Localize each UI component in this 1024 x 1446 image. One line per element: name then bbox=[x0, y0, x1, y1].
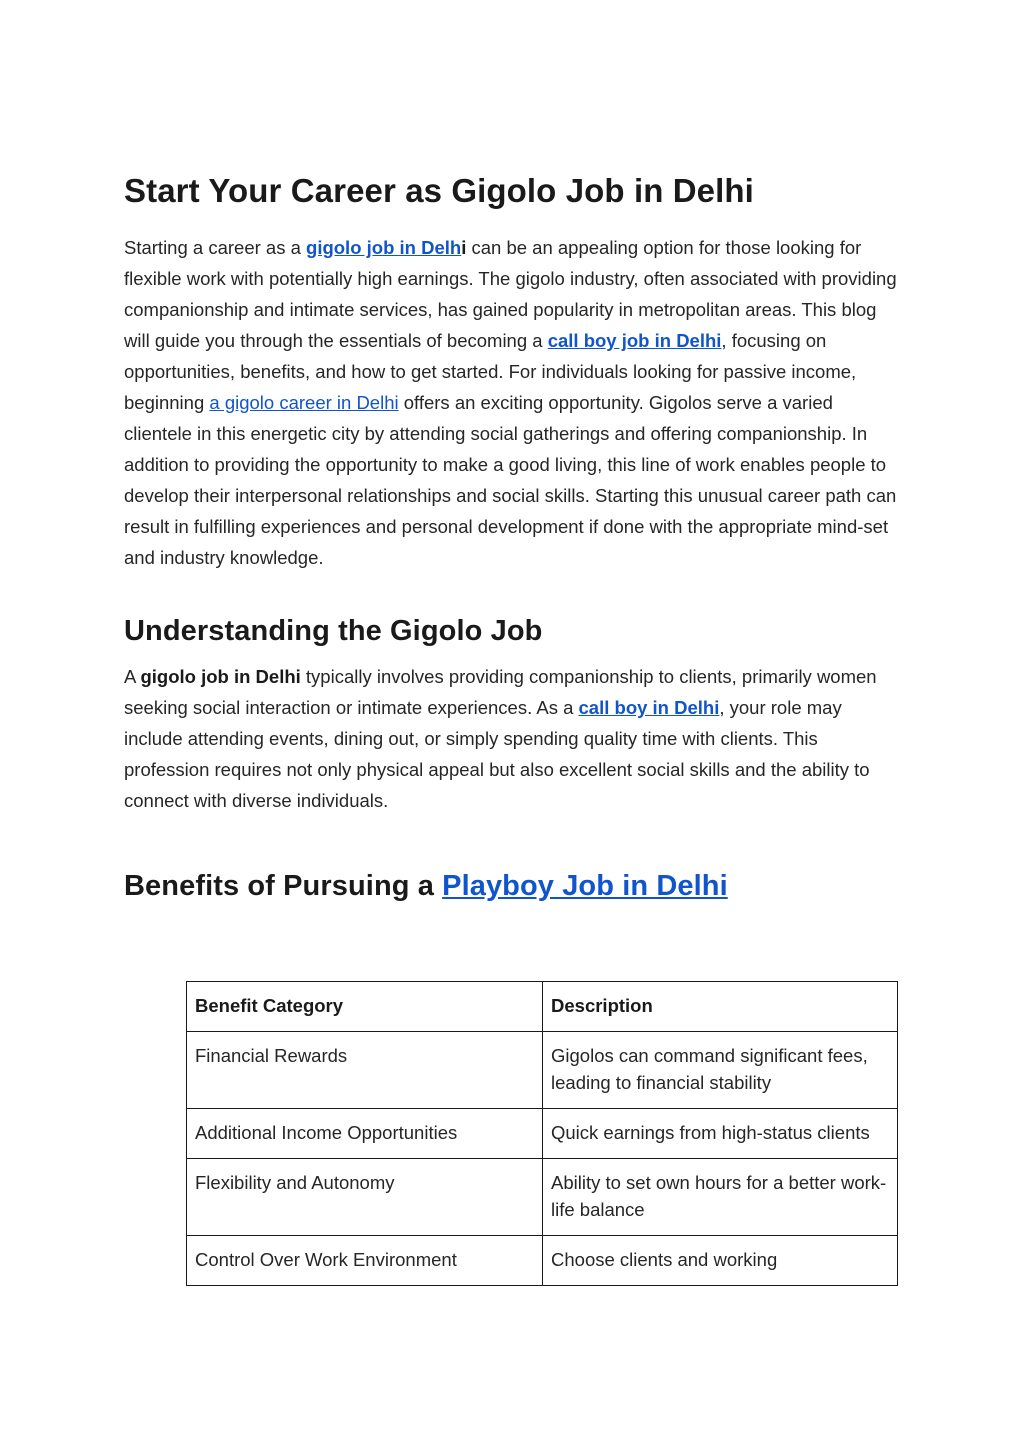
table-cell-category: Additional Income Opportunities bbox=[187, 1109, 543, 1159]
table-row bbox=[187, 1109, 898, 1159]
call-boy-link[interactable]: call boy in Delhi bbox=[578, 697, 720, 718]
intro-bold-letter: i bbox=[461, 237, 467, 258]
table-cell-description: Quick earnings from high-status clients bbox=[543, 1109, 898, 1159]
document-page bbox=[124, 160, 900, 906]
benefits-table bbox=[186, 981, 898, 1286]
table-cell-category: Flexibility and Autonomy bbox=[187, 1159, 543, 1236]
table-row bbox=[187, 1236, 898, 1286]
understanding-text-2: typically involves providing companionship to clients, primarily women seeking social interaction or intimate experiences. As a bbox=[124, 666, 877, 718]
intro-text-2: can be an appealing option for those looking for flexible work with potentially high earnings. The gigolo industry, often associated with providing companionship and intimate services, has gained popularity in metropolitan areas. This blog will guide you through the essentials of becoming a bbox=[124, 237, 897, 351]
header-description: Description bbox=[543, 982, 898, 1032]
header-benefit-category: Benefit Category bbox=[187, 982, 543, 1032]
table-cell-category: Control Over Work Environment bbox=[187, 1236, 543, 1286]
intro-text-1: Starting a career as a bbox=[124, 237, 307, 258]
table-cell-description: Choose clients and working bbox=[543, 1236, 898, 1286]
table-row bbox=[187, 1032, 898, 1109]
gigolo-career-link[interactable]: a gigolo career in Delhi bbox=[209, 392, 399, 413]
table-cell-category: Financial Rewards bbox=[187, 1032, 543, 1109]
table-header-row bbox=[187, 982, 898, 1032]
understanding-bold-term: gigolo job in Delhi bbox=[140, 666, 301, 687]
understanding-text-3: , your role may include attending events, dining out, or simply spending quality time with clients. This profession requires not only physical appeal but also excellent social skills and the ability to connect with diverse individuals. bbox=[124, 697, 870, 811]
intro-paragraph bbox=[124, 232, 900, 573]
understanding-paragraph bbox=[124, 661, 900, 816]
section-heading-understanding: Understanding the Gigolo Job bbox=[124, 615, 543, 647]
page-title: Start Your Career as Gigolo Job in Delhi bbox=[124, 172, 754, 209]
section-heading-benefits bbox=[124, 866, 900, 906]
intro-text-4: offers an exciting opportunity. Gigolos serve a varied clientele in this energetic city by attending social gatherings and offering companionship. In addition to providing the opportunity to make a good living, this line of work enables people to develop their interpersonal relationships and social skills. Starting this unusual career path can result in fulfilling experiences and personal development if done with the appropriate mind-set and industry knowledge. bbox=[124, 392, 897, 568]
intro-text-3: , focusing on opportunities, benefits, and how to get started. For individuals looking for passive income, beginning bbox=[124, 330, 857, 413]
playboy-job-link[interactable]: Playboy Job in Delhi bbox=[442, 870, 728, 902]
table-cell-description: Gigolos can command significant fees, leading to financial stability bbox=[543, 1032, 898, 1109]
gigolo-job-link[interactable]: gigolo job in Delh bbox=[306, 237, 462, 258]
call-boy-job-link[interactable]: call boy job in Delhi bbox=[547, 330, 722, 351]
table-cell-description: Ability to set own hours for a better work-life balance bbox=[543, 1159, 898, 1236]
table-row bbox=[187, 1159, 898, 1236]
benefits-heading-text: Benefits of Pursuing a bbox=[124, 870, 443, 902]
understanding-text-1: A bbox=[124, 666, 141, 687]
